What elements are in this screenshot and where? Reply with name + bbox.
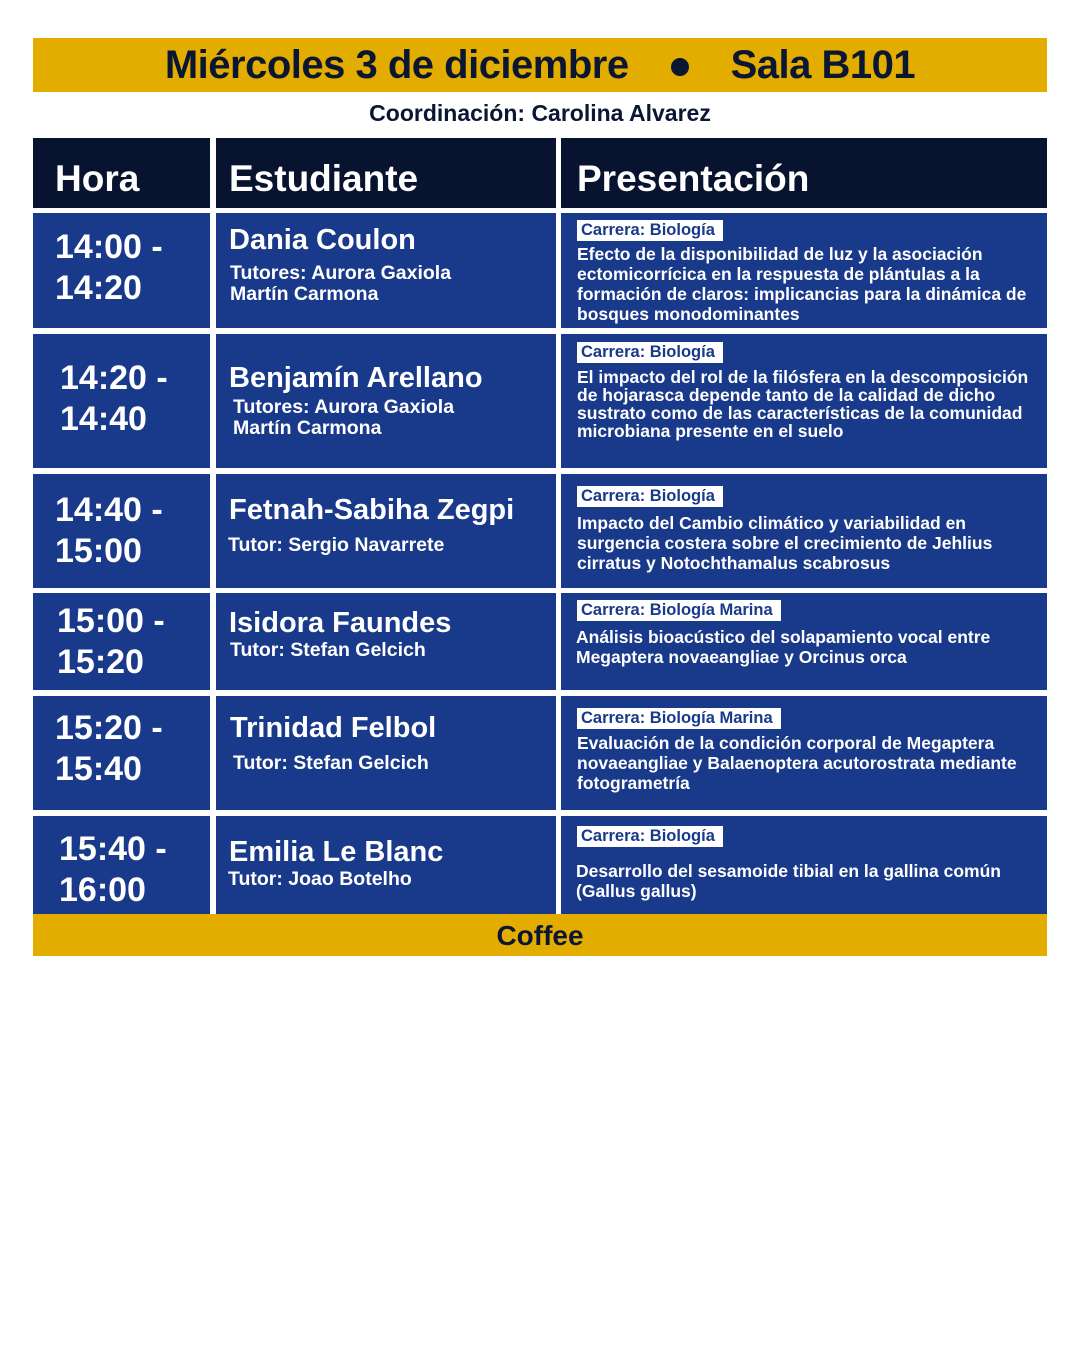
- time-end: 14:20: [55, 269, 142, 307]
- student-cell: [216, 593, 556, 690]
- tutor-line-1: Tutor: Joao Botelho: [228, 868, 412, 890]
- presentation-title: Análisis bioacústico del solapamiento vocal entre Megaptera novaeangliae y Orcinus orca: [576, 627, 991, 667]
- coordination-label: Coordinación: Carolina Alvarez: [369, 100, 711, 126]
- tutor-line-2: Martín Carmona: [233, 417, 382, 439]
- career-badge: Carrera: Biología: [577, 342, 723, 363]
- tutor-line-1: Tutor: Stefan Gelcich: [233, 752, 429, 774]
- tutor-line-2: Martín Carmona: [230, 283, 379, 305]
- student-name: Benjamín Arellano: [229, 362, 483, 394]
- student-name: Fetnah-Sabiha Zegpi: [229, 494, 515, 526]
- coffee-break-banner: Coffee: [33, 914, 1047, 956]
- time-cell: [33, 816, 210, 914]
- tutor-line-1: Tutor: Sergio Navarrete: [228, 534, 445, 556]
- career-badge: Carrera: Biología: [577, 826, 723, 847]
- column-header-presentacion: Presentación: [561, 138, 1047, 208]
- time-cell: [33, 696, 210, 810]
- tutor-line-1: Tutor: Stefan Gelcich: [230, 639, 426, 661]
- date-banner: [33, 38, 1047, 92]
- presentation-title: Desarrollo del sesamoide tibial en la gallina común (Gallus gallus): [576, 861, 1001, 901]
- student-name: Emilia Le Blanc: [229, 836, 444, 868]
- column-header-estudiante: Estudiante: [216, 138, 556, 208]
- career-badge: Carrera: Biología Marina: [577, 600, 781, 621]
- time-end: 15:40: [55, 750, 142, 788]
- time-start: 14:20 -: [60, 359, 168, 397]
- career-badge: Carrera: Biología: [577, 220, 723, 241]
- student-name: Dania Coulon: [229, 224, 416, 256]
- career-badge: Carrera: Biología Marina: [577, 708, 781, 729]
- student-cell: [216, 696, 556, 810]
- time-start: 15:40 -: [59, 830, 167, 868]
- presentation-cell: [561, 334, 1047, 468]
- tutor-line-1: Tutores: Aurora Gaxiola: [230, 262, 452, 284]
- student-name: Trinidad Felbol: [230, 712, 437, 744]
- student-cell: [216, 334, 556, 468]
- presentation-title: Impacto del Cambio climático y variabilidad en surgencia costera sobre el crecimiento de Jehlius cirratus y Notochthamalus scabrosus: [577, 513, 993, 573]
- time-start: 14:00 -: [55, 228, 163, 266]
- time-cell: [33, 213, 210, 328]
- time-end: 14:40: [60, 400, 147, 438]
- presentation-cell: [561, 816, 1047, 914]
- presentation-cell: [561, 593, 1047, 690]
- room-label: Sala B101: [730, 42, 916, 87]
- time-cell: [33, 593, 210, 690]
- presentation-cell: [561, 696, 1047, 810]
- time-cell: [33, 334, 210, 468]
- time-cell: [33, 474, 210, 588]
- time-start: 15:00 -: [57, 602, 165, 640]
- presentation-title: Evaluación de la condición corporal de Megaptera novaeangliae y Balaenoptera acutorostrata mediante fotogrametría: [577, 733, 1017, 793]
- presentation-cell: [561, 474, 1047, 588]
- time-start: 15:20 -: [55, 709, 163, 747]
- time-start: 14:40 -: [55, 491, 163, 529]
- presentation-cell: [561, 213, 1047, 328]
- presentation-title: El impacto del rol de la filósfera en la descomposición de hojarasca depende tanto de la calidad de dicho sustrato como de las características de la comunidad microbiana presente en el suelo: [577, 367, 1029, 441]
- student-cell: [216, 816, 556, 914]
- presentation-title: Efecto de la disponibilidad de luz y la asociación ectomicorrícica en la respuesta de plántulas a la formación de claros: implicancias para la dinámica de bosques monodominantes: [577, 244, 1027, 324]
- career-badge: Carrera: Biología: [577, 486, 723, 507]
- column-header-hora: Hora: [33, 138, 210, 208]
- student-name: Isidora Faundes: [229, 607, 452, 639]
- date-label: Miércoles 3 de diciembre: [164, 42, 629, 87]
- bullet-separator-icon: [671, 58, 689, 76]
- time-end: 15:20: [57, 643, 144, 681]
- time-end: 16:00: [59, 871, 146, 909]
- student-cell: [216, 474, 556, 588]
- tutor-line-1: Tutores: Aurora Gaxiola: [233, 396, 455, 418]
- time-end: 15:00: [55, 532, 142, 570]
- student-cell: [216, 213, 556, 328]
